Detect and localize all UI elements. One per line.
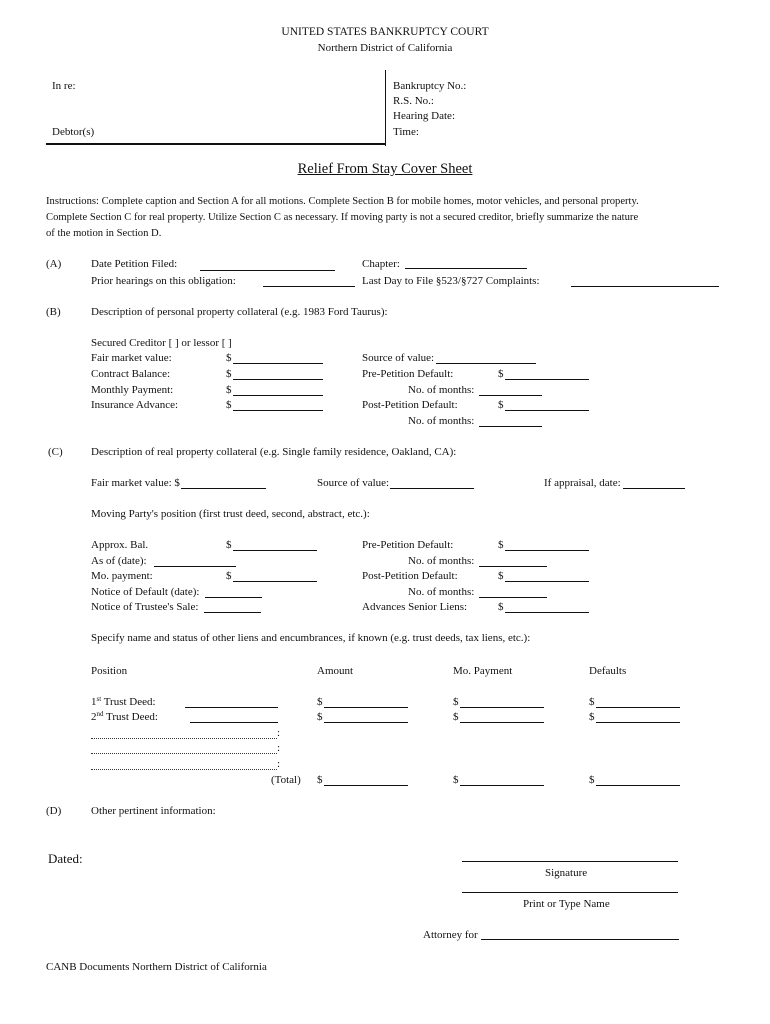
section-c-label: (C) [48,446,63,458]
second-trust-mo-payment-field[interactable] [460,711,544,723]
total-mo-payment-field[interactable] [460,774,544,786]
post-petition-default-field[interactable] [505,399,589,411]
colon: : [277,727,281,739]
instructions-line-3: of the motion in Section D. [46,228,162,239]
dollar-sign: $ [589,711,595,723]
dollar-sign: $ [226,399,232,411]
dollar-sign: $ [317,774,323,786]
district-name: Northern District of California [317,42,453,54]
insurance-advance-label: Insurance Advance: [91,399,179,411]
last-day-field[interactable] [571,275,719,287]
c-no-of-months-label: No. of months: [408,555,475,567]
other-lien-position-field-3[interactable] [91,769,277,770]
c-source-of-value-label: Source of value: [317,477,390,489]
dollar-sign: $ [589,696,595,708]
no-of-months-label: No. of months: [408,384,475,396]
dollar-sign: $ [498,399,504,411]
c-pre-petition-default-label: Pre-Petition Default: [362,539,454,551]
time-label: Time: [393,126,419,138]
instructions-line-2: Complete Section C for real property. Utilize Section C as necessary. If moving party is not a secured creditor, briefly summarize the nature [46,212,639,223]
other-pertinent-info-label: Other pertinent information: [91,805,216,817]
c-post-no-of-months-field[interactable] [479,586,547,598]
section-a-label: (A) [46,258,62,270]
total-amount-field[interactable] [324,774,408,786]
col-header-mo-payment: Mo. Payment [453,665,513,677]
monthly-payment-field[interactable] [233,384,323,396]
approx-bal-label: Approx. Bal. [91,539,149,551]
colon: : [277,742,281,754]
notice-of-trustee-sale-label: Notice of Trustee's Sale: [91,601,199,613]
as-of-date-field[interactable] [154,555,236,567]
as-of-date-label: As of (date): [91,555,147,567]
chapter-field[interactable] [405,257,527,269]
mo-payment-field[interactable] [233,570,317,582]
post-no-of-months-field[interactable] [479,415,542,427]
personal-property-description: Description of personal property collateral (e.g. 1983 Ford Taurus): [91,306,388,318]
page-title: Relief From Stay Cover Sheet [297,161,473,177]
pre-petition-default-label: Pre-Petition Default: [362,368,454,380]
pre-petition-default-field[interactable] [505,368,589,380]
rs-no-label: R.S. No.: [393,95,434,107]
c-pre-no-of-months-field[interactable] [479,555,547,567]
dollar-sign: $ [498,601,504,613]
debtors-label: Debtor(s) [52,126,95,138]
first-trust-amount-field[interactable] [324,696,408,708]
dollar-sign: $ [453,711,459,723]
c-post-petition-default-label: Post-Petition Default: [362,570,458,582]
in-re-label: In re: [52,80,76,92]
c-pre-petition-default-field[interactable] [505,539,589,551]
date-petition-filed-label: Date Petition Filed: [91,258,178,270]
date-petition-filed-field[interactable] [200,259,335,271]
footer-text: CANB Documents Northern District of California [46,961,267,973]
advances-senior-liens-field[interactable] [505,601,589,613]
first-trust-deed-field[interactable] [185,696,278,708]
c-post-petition-default-field[interactable] [505,570,589,582]
other-lien-position-field-1[interactable] [91,738,277,739]
dollar-sign: $ [226,368,232,380]
first-trust-deed-label: 1st Trust Deed: [91,695,156,708]
dollar-sign: $ [589,774,595,786]
section-b-label: (B) [46,306,61,318]
total-label: (Total) [271,774,301,786]
col-header-defaults: Defaults [589,665,627,677]
signature-field[interactable] [462,861,678,862]
second-trust-deed-label: 2nd Trust Deed: [91,710,158,723]
dollar-sign: $ [226,384,232,396]
court-name: UNITED STATES BANKRUPTCY COURT [281,26,489,38]
c-source-of-value-field[interactable] [390,477,474,489]
source-of-value-label: Source of value: [362,352,435,364]
mo-payment-label: Mo. payment: [91,570,153,582]
second-trust-amount-field[interactable] [324,711,408,723]
dollar-sign: $ [317,696,323,708]
dollar-sign: $ [498,570,504,582]
col-header-amount: Amount [317,665,354,677]
no-of-months-label: No. of months: [408,415,475,427]
fair-market-value-label: Fair market value: [91,352,172,364]
attorney-for-label: Attorney for [423,929,478,941]
contract-balance-field[interactable] [233,368,323,380]
insurance-advance-field[interactable] [233,399,323,411]
hearing-date-label: Hearing Date: [393,110,455,122]
second-trust-defaults-field[interactable] [596,711,680,723]
prior-hearings-label: Prior hearings on this obligation: [91,275,236,287]
if-appraisal-field[interactable] [623,477,685,489]
moving-party-position-label: Moving Party's position (first trust deed, second, abstract, etc.): [91,508,370,520]
approx-bal-field[interactable] [233,539,317,551]
notice-of-default-label: Notice of Default (date): [91,586,200,598]
colon: : [277,758,281,770]
post-petition-default-label: Post-Petition Default: [362,399,458,411]
pre-no-of-months-field[interactable] [479,384,542,396]
c-fair-market-value-label: Fair market value: $ [91,477,180,489]
fair-market-value-field[interactable] [233,352,323,364]
dollar-sign: $ [317,711,323,723]
caption-bottom-rule [46,143,385,145]
c-fair-market-value-field[interactable] [181,477,266,489]
notice-of-default-field[interactable] [205,586,262,598]
notice-of-trustee-sale-field[interactable] [204,601,261,613]
source-of-value-field[interactable] [436,352,536,364]
dollar-sign: $ [453,696,459,708]
dollar-sign: $ [453,774,459,786]
attorney-for-field[interactable] [481,939,679,940]
print-name-label: Print or Type Name [523,898,610,910]
total-defaults-field[interactable] [596,774,680,786]
dollar-sign: $ [498,368,504,380]
section-d-label: (D) [46,805,62,817]
signature-label: Signature [545,867,588,879]
contract-balance-label: Contract Balance: [91,368,171,380]
other-lien-position-field-2[interactable] [91,753,277,754]
print-name-field[interactable] [462,892,678,893]
if-appraisal-label: If appraisal, date: [544,477,621,489]
real-property-description: Description of real property collateral (e.g. Single family residence, Oakland, CA): [91,446,457,458]
dollar-sign: $ [226,352,232,364]
dated-label: Dated: [48,851,83,866]
second-trust-deed-field[interactable] [190,711,278,723]
last-day-label: Last Day to File §523/§727 Complaints: [362,275,540,287]
advances-senior-liens-label: Advances Senior Liens: [362,601,468,613]
specify-liens-label: Specify name and status of other liens and encumbrances, if known (e.g. trust deeds, tax liens, etc.): [91,632,531,644]
caption-divider [385,70,386,146]
secured-creditor-checkboxes[interactable]: Secured Creditor [ ] or lessor [ ] [91,337,232,349]
dollar-sign: $ [498,539,504,551]
monthly-payment-label: Monthly Payment: [91,384,174,396]
first-trust-mo-payment-field[interactable] [460,696,544,708]
first-trust-defaults-field[interactable] [596,696,680,708]
dollar-sign: $ [226,539,232,551]
chapter-label: Chapter: [362,258,400,270]
c-no-of-months-label: No. of months: [408,586,475,598]
col-header-position: Position [91,665,128,677]
prior-hearings-field[interactable] [263,275,355,287]
instructions-line-1: Instructions: Complete caption and Section A for all motions. Complete Section B for mobile homes, motor vehicles, and personal property. [46,196,639,207]
dollar-sign: $ [226,570,232,582]
bankruptcy-no-label: Bankruptcy No.: [393,80,467,92]
